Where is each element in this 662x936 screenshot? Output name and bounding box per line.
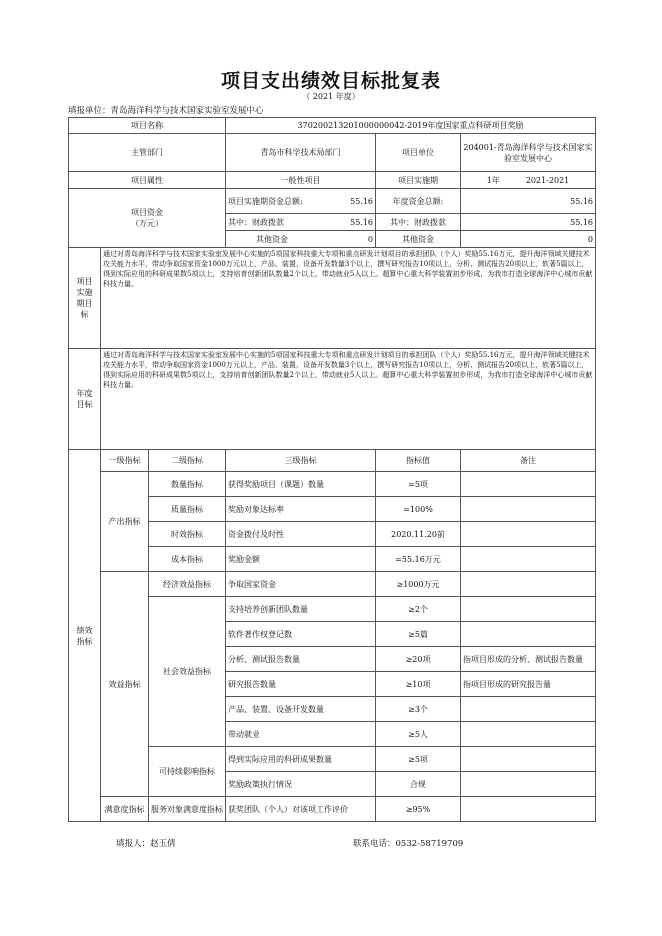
table-row: =5项 — [376, 472, 461, 497]
dept-value: 青岛市科学技术局部门 — [226, 134, 376, 172]
table-row: 产品、装置、设备开发数量 — [226, 697, 376, 722]
table-row — [461, 622, 596, 647]
project-name: 370200213201000000042-2019年度国家重点科研项目奖励 — [226, 118, 596, 134]
table-row: 数量指标 — [149, 472, 226, 497]
table-row: 指项目形成的分析、测试报告数量 — [461, 647, 596, 672]
table-row: ≥95% — [376, 797, 461, 822]
table-row: 研究报告数量 — [226, 672, 376, 697]
period-range: 2021-2021 — [525, 175, 570, 185]
table-row: 指项目形成的研究报告量 — [461, 672, 596, 697]
period-years: 1年 — [486, 175, 500, 185]
header-value: 指标值 — [376, 450, 461, 472]
indicators-label: 绩效指标 — [69, 450, 101, 822]
table-row: 合规 — [376, 772, 461, 797]
economic-label: 经济效益指标 — [149, 572, 226, 597]
dept-label: 主管部门 — [69, 134, 226, 172]
table-row: 成本指标 — [149, 547, 226, 572]
page-title: 项目支出绩效目标批复表 — [220, 70, 441, 92]
table-row — [461, 497, 596, 522]
funds-other-label: 其他资金 — [256, 234, 289, 244]
table-row: 时效指标 — [149, 522, 226, 547]
header-level3: 三级指标 — [226, 450, 376, 472]
funds-fiscal-label: 其中：财政拨款 — [228, 217, 285, 227]
attr-label: 项目属性 — [69, 172, 226, 189]
period-label: 项目实施期 — [376, 172, 461, 189]
period-value — [461, 172, 596, 189]
table-row — [461, 747, 596, 772]
period-goal-label: 项目实施期目标 — [69, 248, 101, 349]
table-row: 2020.11.20前 — [376, 522, 461, 547]
funds-label: 项目资金 （万元） — [69, 189, 226, 248]
table-row — [461, 722, 596, 747]
header-level1: 一级指标 — [101, 450, 149, 472]
table-row: ≥3个 — [376, 697, 461, 722]
year-subtitle: （ 2021 年度） — [302, 92, 360, 101]
table-row: 软件著作权登记数 — [226, 622, 376, 647]
funds-other-value: 0 — [367, 234, 374, 244]
table-row: 资金拨付及时性 — [226, 522, 376, 547]
table-row: 分析、测试报告数量 — [226, 647, 376, 672]
table-row: ≥10项 — [376, 672, 461, 697]
table-row — [461, 572, 596, 597]
table-row: 奖励对象达标率 — [226, 497, 376, 522]
period-goal-text: 通过对青岛海洋科学与技术国家实验室发展中心实施的5项国家科技重大专项和重点研发计划项目的承担团队（个人）奖励55.16万元，提升海洋领域关键技术攻关能力水平，带动争取国家资金1000万元以上，产品、装置、设备开发数量3个以上，撰写研究报告10项以上，分析、测试报告20项以上，软著5篇以上，得到实际应用的科研成果数5项以上，支持培育创新团队数量2个以上，带动就业5人以上。超算中心重大科学装置初步形成，为我市打造全球海洋中心城市贡献科技力量。 — [101, 248, 596, 349]
funds-annual-label: 年度资金总额: — [376, 189, 461, 214]
table-row — [461, 797, 596, 822]
table-row: ≥5篇 — [376, 622, 461, 647]
funds-total-cell — [226, 189, 376, 214]
table-row — [461, 697, 596, 722]
table-row: 带动就业 — [226, 722, 376, 747]
funds-annual-value: 55.16 — [461, 189, 596, 214]
table-row — [461, 547, 596, 572]
table-row: ≥5项 — [376, 747, 461, 772]
table-row: ≥2个 — [376, 597, 461, 622]
table-row — [461, 522, 596, 547]
table-row — [461, 472, 596, 497]
annual-goal-text: 通过对青岛海洋科学与技术国家实验室发展中心实施的5项国家科技重大专项和重点研发计划项目的承担团队（个人）奖励55.16万元，提升海洋领域关键技术攻关能力水平，带动争取国家资金1000万元以上，产品、装置、设备开发数量3个以上，撰写研究报告10项以上，分析、测试报告20项以上，软著5篇以上，得到实际应用的科研成果数5项以上，支持培育创新团队数量2个以上，带动就业5人以上。超算中心重大科学装置初步形成，为我市打造全球海洋中心城市贡献科技力量。 — [101, 349, 596, 450]
satisfaction-label: 满意度指标 — [101, 797, 149, 822]
satisfaction-l2: 服务对象满意度指标 — [149, 797, 226, 822]
table-row: 获得奖励项目（课题）数量 — [226, 472, 376, 497]
table-row: =100% — [376, 497, 461, 522]
benefit-label: 效益指标 — [101, 572, 149, 797]
table-row: 质量指标 — [149, 497, 226, 522]
output-label: 产出指标 — [101, 472, 149, 572]
unit-label: 项目单位 — [376, 134, 461, 172]
filler-unit: 填报单位：青岛海洋科学与技术国家实验室发展中心 — [68, 106, 264, 116]
table-row: 得到实际应用的科研成果数量 — [226, 747, 376, 772]
funds-other-label-2: 其他资金 — [376, 231, 461, 248]
table-row: =55.16万元 — [376, 547, 461, 572]
header-note: 备注 — [461, 450, 596, 472]
table-row: ≥1000万元 — [376, 572, 461, 597]
table-row: 奖励金额 — [226, 547, 376, 572]
funds-fiscal-cell — [226, 214, 376, 231]
table-row: 奖励政策执行情况 — [226, 772, 376, 797]
table-row: 获奖团队（个人）对该项工作评价 — [226, 797, 376, 822]
contact-phone: 联系电话：0532-58719709 — [353, 839, 464, 849]
funds-other-cell — [226, 231, 376, 248]
attr-value: 一般性项目 — [226, 172, 376, 189]
approval-table — [68, 117, 596, 822]
sustain-label: 可持续影响指标 — [149, 747, 226, 797]
table-row: ≥20项 — [376, 647, 461, 672]
funds-total-label: 项目实施期资金总额: — [228, 196, 303, 206]
funds-fiscal-label-2: 其中：财政拨款 — [376, 214, 461, 231]
table-row — [461, 597, 596, 622]
table-row: 支持培养创新团队数量 — [226, 597, 376, 622]
social-label: 社会效益指标 — [149, 597, 226, 747]
table-row: ≥5人 — [376, 722, 461, 747]
unit-value: 204001-青岛海洋科学与技术国家实验室发展中心 — [461, 134, 596, 172]
funds-other-value-2: 0 — [461, 231, 596, 248]
funds-total-value: 55.16 — [350, 196, 374, 206]
header-level2: 二级指标 — [149, 450, 226, 472]
table-row: 争取国家资金 — [226, 572, 376, 597]
filler-person: 填报人：赵玉倩 — [116, 839, 176, 849]
funds-fiscal-value: 55.16 — [350, 217, 374, 227]
project-name-label: 项目名称 — [69, 118, 226, 134]
annual-goal-label: 年度目标 — [69, 349, 101, 450]
table-row — [461, 772, 596, 797]
funds-fiscal-value-2: 55.16 — [461, 214, 596, 231]
